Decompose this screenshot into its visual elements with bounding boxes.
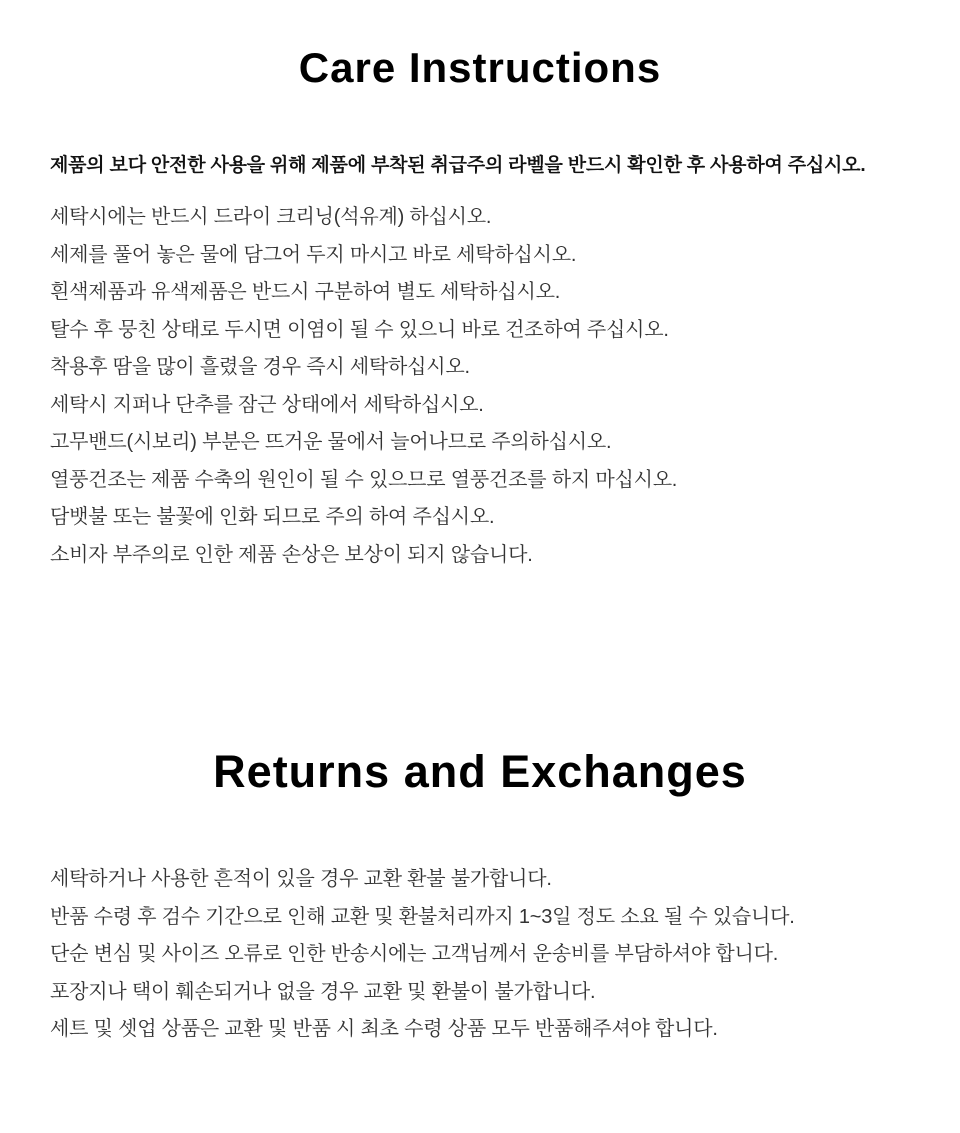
care-line: 고무밴드(시보리) 부분은 뜨거운 물에서 늘어나므로 주의하십시오. [50,431,612,453]
returns-exchanges-title: Returns and Exchanges [213,746,747,797]
returns-policy-list [50,861,920,1049]
care-line: 착용후 땀을 많이 흘렸을 경우 즉시 세탁하십시오. [50,356,470,378]
care-line: 담뱃불 또는 불꽃에 인화 되므로 주의 하여 주십시오. [50,506,495,528]
care-line: 세제를 풀어 놓은 물에 담그어 두지 마시고 바로 세탁하십시오. [50,243,577,266]
care-line: 세탁시 지퍼나 단추를 잠근 상태에서 세탁하십시오. [50,393,484,416]
care-line: 흰색제품과 유색제품은 반드시 구분하여 별도 세탁하십시오. [50,281,561,303]
care-line: 탈수 후 뭉친 상태로 두시면 이염이 될 수 있으니 바로 건조하여 주십시오. [50,318,669,341]
returns-line: 세탁하거나 사용한 흔적이 있을 경우 교환 환불 불가합니다. [50,868,552,890]
care-instructions-title: Care Instructions [298,44,662,91]
returns-exchanges-section [0,746,960,1049]
care-line: 소비자 부주의로 인한 제품 손상은 보상이 되지 않습니다. [50,543,533,566]
care-intro-notice: 제품의 보다 안전한 사용을 위해 제품에 부착된 취급주의 라벨을 반드시 확인한 후 사용하여 주십시오. [50,155,866,176]
returns-line: 포장지나 택이 훼손되거나 없을 경우 교환 및 환불이 불가합니다. [50,980,596,1003]
care-line: 열풍건조는 제품 수축의 원인이 될 수 있으므로 열풍건조를 하지 마십시오. [50,468,678,491]
returns-line: 세트 및 셋업 상품은 교환 및 반품 시 최초 수령 상품 모두 반품해주셔야 합니다. [50,1018,718,1040]
returns-line: 반품 수령 후 검수 기간으로 인해 교환 및 환불처리까지 1~3일 정도 소요 될 수 있습니다. [50,905,795,928]
returns-line: 단순 변심 및 사이즈 오류로 인한 반송시에는 고객님께서 운송비를 부담하셔야 합니다. [50,943,779,965]
care-line: 세탁시에는 반드시 드라이 크리닝(석유계) 하십시오. [50,206,492,228]
care-instructions-list [50,199,920,574]
